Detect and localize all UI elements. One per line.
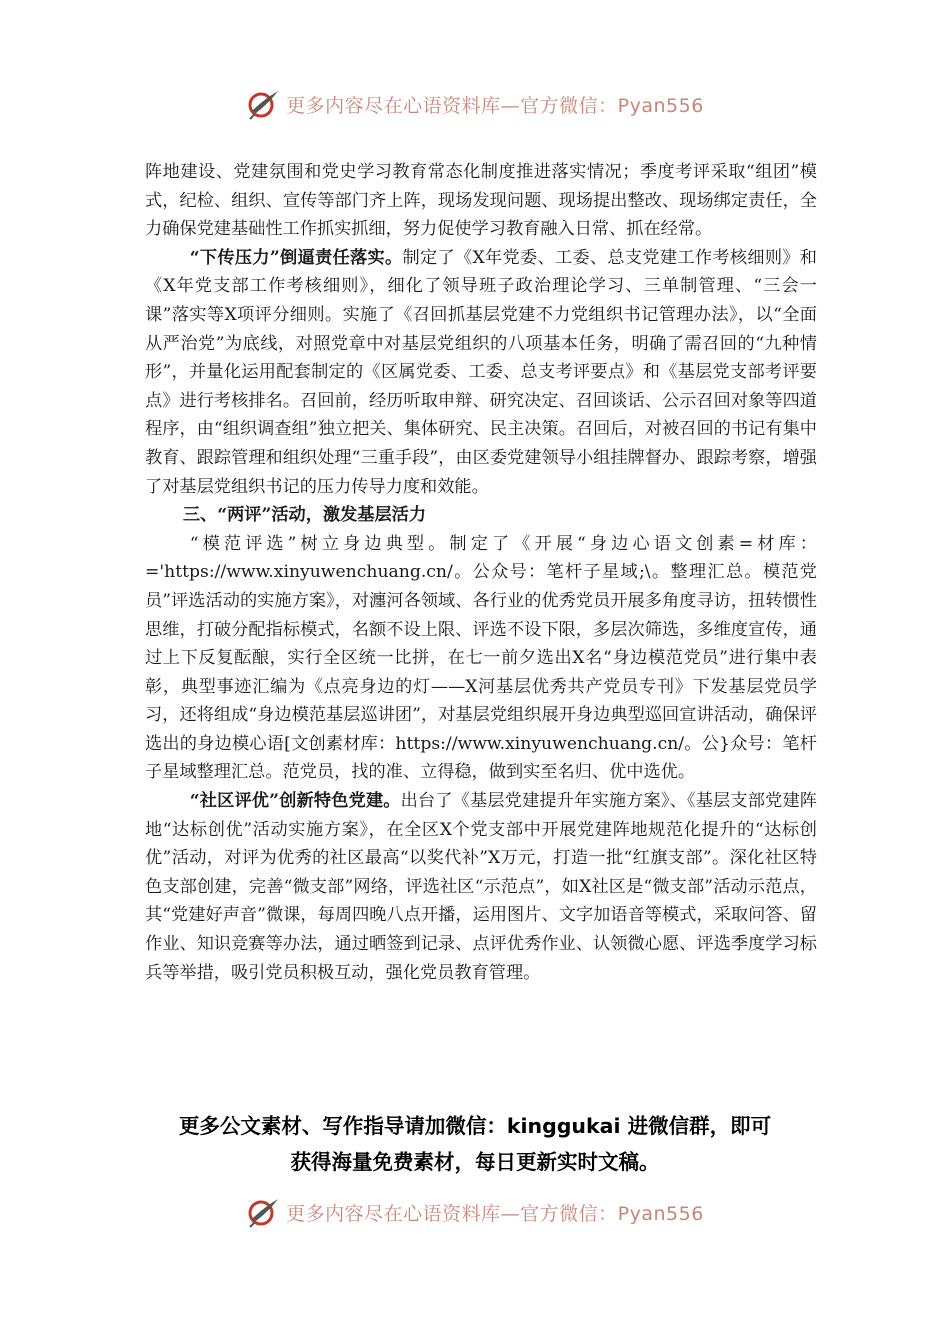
banner-text	[286, 91, 704, 118]
header-banner	[0, 84, 950, 124]
quill-logo-icon	[246, 1195, 280, 1229]
banner-text	[286, 1199, 704, 1226]
paragraph-2-lead: “下传压力”倒逼责任落实。	[189, 247, 403, 268]
paragraph-1: 阵地建设、党建氛围和党史学习教育常态化制度推进落实情况；季度考评采取“组团”模式，纪检、组织、宣传等部门齐上阵，现场发现问题、现场提出整改、现场绑定责任，全力确保党建基础性工作抓实抓细，努力促使学习教育融入日常、抓在经常。	[145, 162, 817, 240]
paragraph-3: “模范评选”树立身边典型。制定了《开展“身边心语文创素=材库：='https://www.xinyuwenchuang.cn/。公众号：笔杆子星域;\。整理汇总。模范党员”评选活动的实施方案》，对瀍河各领域、各行业的优秀党员开展多角度寻访，扭转惯性思维，打破分配指标模式，名额不设上限、评选不设下限，多层次筛选，多维度宣传，通过上下反复酝酿，实行全区统一比拼，在七一前夕选出X名“身边模范党员”进行集中表彰，典型事迹汇编为《点亮身边的灯——X河基层优秀共产党员专刊》下发基层党员学习，还将组成“身边模范基层巡讲团”，对基层党组织展开身边典型巡回宣讲活动，确保评选出的身边模心语[文创素材库：https://www.xinyuwenchuang.cn/。公}众号：笔杆子星域整理汇总。范党员，找的准、立得稳，做到实至名归、优中选优。	[145, 533, 817, 783]
paragraph-2-body: 制定了《X年党委、工委、总支党建工作考核细则》和《X年党支部工作考核细则》，细化了领导班子政治理论学习、三单制管理、“三会一课”落实等X项评分细则。实施了《召回抓基层党建不力党组织书记管理办法》，以“全面从严治党”为底线，对照党章中对基层党组织的八项基本任务，明确了需召回的“九种情形”，并量化运用配套制定的《区属党委、工委、总支考评要点》和《基层党支部考评要点》进行考核排名。召回前，经历听取申辩、研究决定、召回谈话、公示召回对象等四道程序，由“组织调查组”独立把关、集体研究、民主决策。召回后，对被召回的书记有集中教育、跟踪管理和组织处理“三重手段”，由区委党建领导小组挂牌督办、跟踪考察，增强了对基层党组织书记的压力传导力度和效能。	[145, 247, 817, 497]
footer-line-1: 更多公文素材、写作指导请加微信：kinggukai 进微信群，即可	[178, 1114, 772, 1138]
banner-label: 更多内容尽在心语资料库—官方微信：	[286, 1202, 618, 1225]
quill-logo-icon	[246, 87, 280, 121]
paragraph-4	[145, 787, 817, 987]
paragraph-2	[145, 244, 817, 501]
banner-wechat-id: Pyan556	[617, 94, 704, 117]
banner-wechat-id: Pyan556	[617, 1202, 704, 1225]
section-heading-3: 三、“两评”活动，激发基层活力	[182, 505, 427, 526]
footer-promo	[100, 1108, 850, 1180]
paragraph-4-lead: “社区评优”创新特色党建。	[189, 791, 401, 812]
paragraph-4-body: 出台了《基层党建提升年实施方案》、《基层支部党建阵地“达标创优”活动实施方案》，在全区X个党支部中开展党建阵地规范化提升的“达标创优”活动，对评为优秀的社区最高“以奖代补”X万元，打造一批“红旗支部”。深化社区特色支部创建，完善“微支部”网络，评选社区“示范点”，如X社区是“微支部”活动示范点，其“党建好声音”微课，每周四晚八点开播，运用图片、文字加语音等模式，采取问答、留作业、知识竞赛等办法，通过晒签到记录、点评优秀作业、认领微心愿、评选季度学习标兵等举措，吸引党员积极互动，强化党员教育管理。	[145, 791, 817, 983]
banner-label: 更多内容尽在心语资料库—官方微信：	[286, 94, 618, 117]
footer-line-2: 获得海量免费素材，每日更新实时文稿。	[290, 1150, 660, 1174]
footer-banner	[0, 1192, 950, 1232]
document-body	[145, 158, 817, 987]
